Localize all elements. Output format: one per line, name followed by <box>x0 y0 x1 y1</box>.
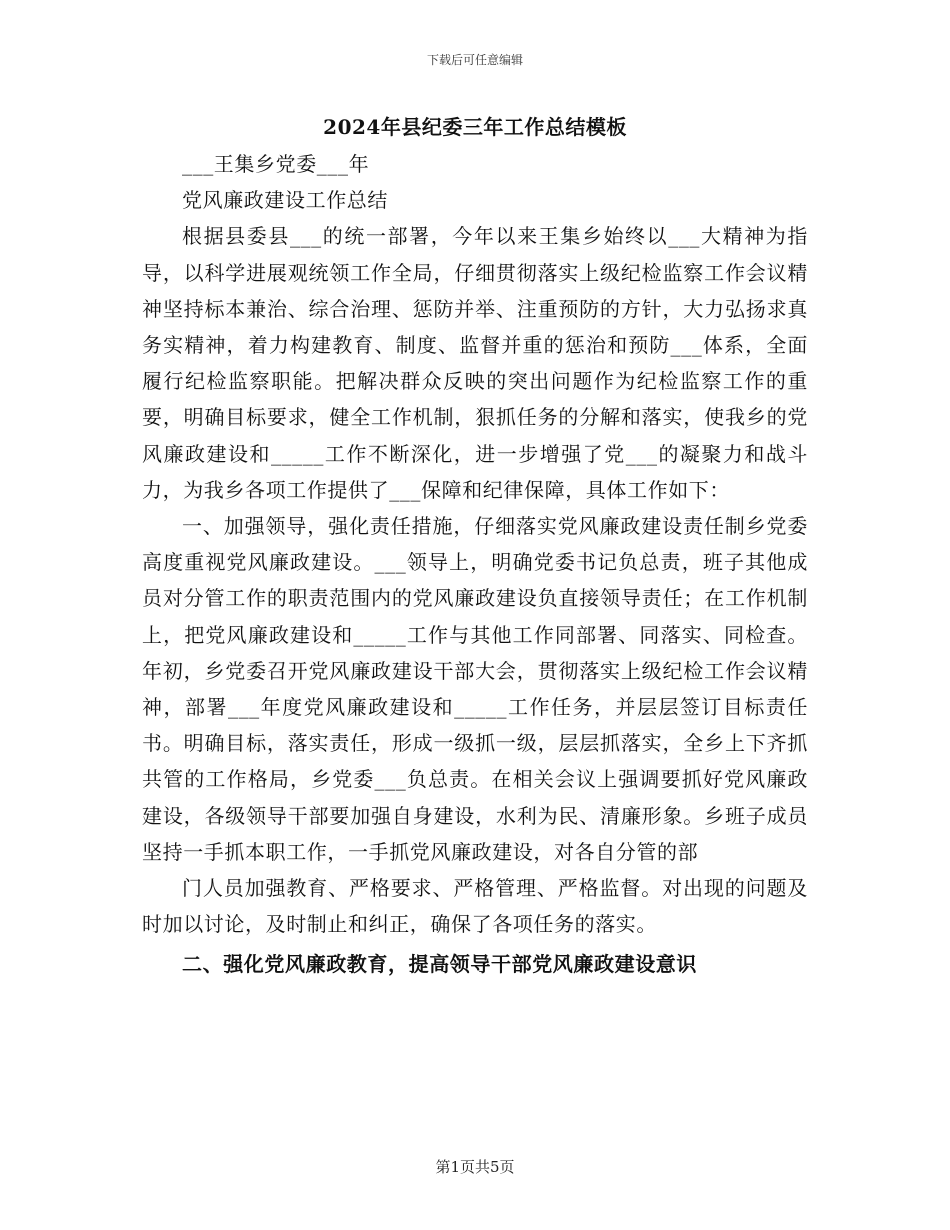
page-number-footer: 第1页共5页 <box>435 1158 515 1176</box>
paragraph-org-year: ___王集乡党委___年 <box>182 152 370 176</box>
page-header-note: 下载后可任意编辑 <box>426 53 523 67</box>
document-body <box>142 146 808 983</box>
paragraph-section-one-continued: 门人员加强教育、严格要求、严格管理、严格监督。对出现的问题及时加以讨论，及时制止和纠正，确保了各项任务的落实。 <box>142 876 808 937</box>
paragraph-intro: 根据县委县___的统一部署，今年以来王集乡始终以___大精神为指导，以科学进展观统领工作全局，仔细贯彻落实上级纪检监察工作会议精神坚持标本兼治、综合治理、惩防并举、注重预防的方针，大力弘扬求真务实精神，着力构建教育、制度、监督并重的惩治和预防___体系，全面履行纪检监察职能。把解决群众反映的突出问题作为纪检监察工作的重要，明确目标要求，健全工作机制，狠抓任务的分解和落实，使我乡的党风廉政建设和_____工作不断深化，进一步增强了党___的凝聚力和战斗力，为我乡各项工作提供了___保障和纪律保障，具体工作如下： <box>142 224 808 502</box>
paragraph-subtitle: 党风廉政建设工作总结 <box>182 188 388 213</box>
paragraph-section-one: 一、加强领导，强化责任措施，仔细落实党风廉政建设责任制乡党委高度重视党风廉政建设。___领导上，明确党委书记负总责，班子其他成员对分管工作的职责范围内的党风廉政建设负直接领导责任；在工作机制上，把党风廉政建设和_____工作与其他工作同部署、同落实、同检查。年初，乡党委召开党风廉政建设干部大会，贯彻落实上级纪检工作会议精神，部署___年度党风廉政建设和_____工作任务，并层层签订目标责任书。明确目标，落实责任，形成一级抓一级，层层抓落实，全乡上下齐抓共管的工作格局，乡党委___负总责。在相关会议上强调要抓好党风廉政建设，各级领导干部要加强自身建设，水利为民、清廉形象。乡班子成员坚持一手抓本职工作，一手抓党风廉政建设，对各自分管的部 <box>142 514 808 864</box>
document-title: 2024年县纪委三年工作总结模板 <box>323 115 627 139</box>
section-heading-two: 二、强化党风廉政教育，提高领导干部党风廉政建设意识 <box>182 952 697 977</box>
